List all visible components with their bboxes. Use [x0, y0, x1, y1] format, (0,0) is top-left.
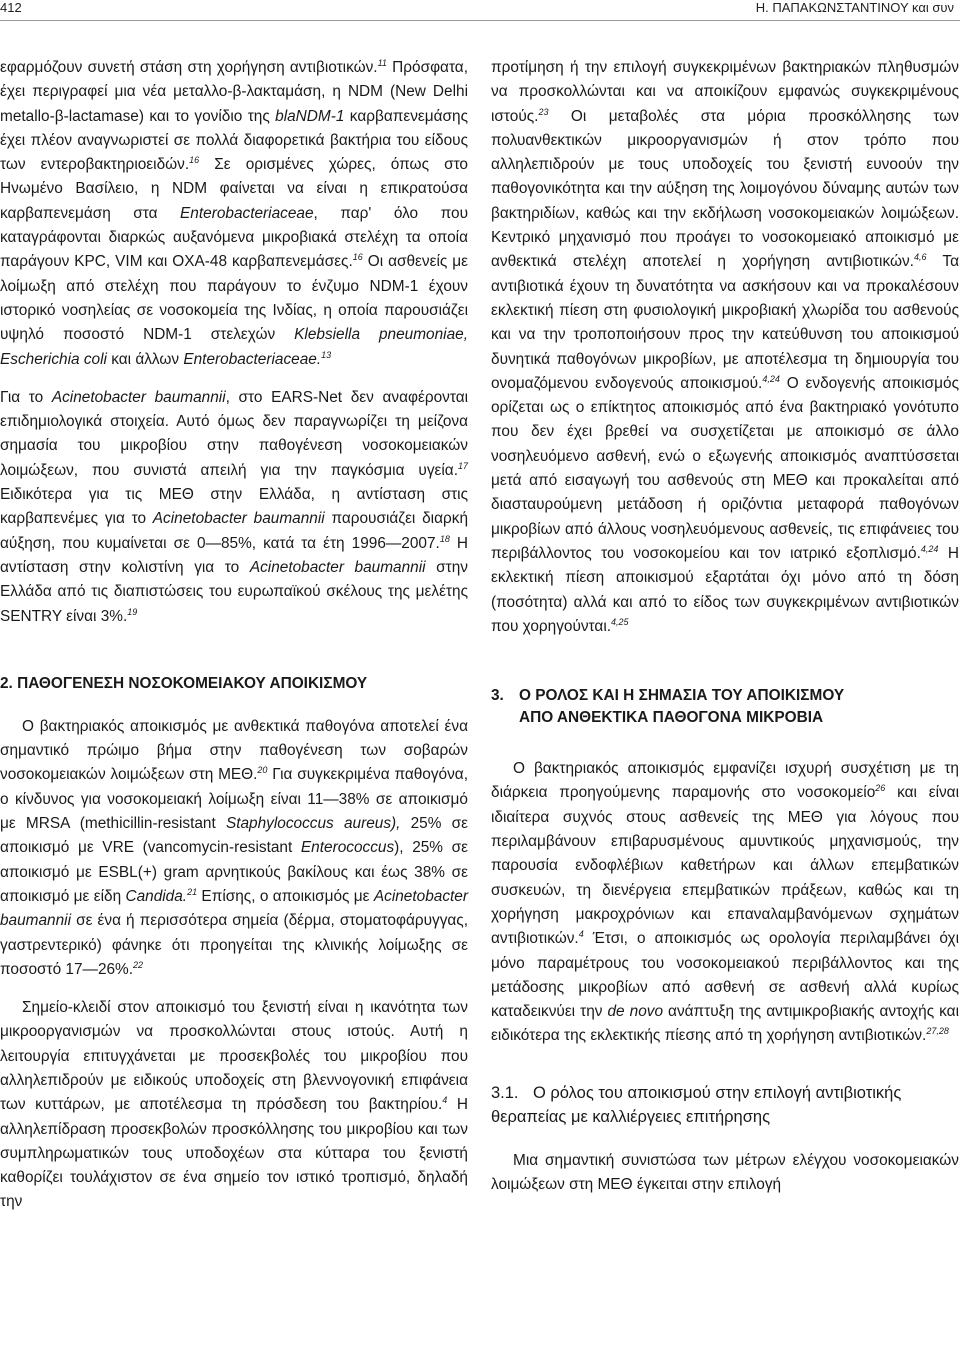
paragraph-acinetobacter: Για το Acinetobacter baumannii, στο EARS-Net δεν αναφέρονται επιδημιολογικά στοιχεία. Αυτό όμως δεν παραγνωρίζει τη μείζονα σημασία του μικροβίου στην παθογένεση νοσοκομειακών λοιμώξεων, που συνιστά απειλή για την παγκόσμια υγεία.$^{17}$ Ειδικότερα για τις ΜΕΘ στην Ελλάδα, η αντίσταση στις καρβαπενέμες για το Acinetobacter baumannii παρουσιάζει διαρκή αύξηση, που κυμαίνεται σε 0—85%, κατά τα έτη 1996—2007.18 Η αντίσταση στην κολιστίνη για το Acinetobacter baumannii στην Ελλάδα από τις διαπιστώσεις του ευρωπαϊκού σκέλους της μελέτης SENTRY είναι 3%.$^{19}$: [0, 388, 469, 625]
section-3-heading: [491, 685, 959, 729]
paragraph-colonization-risk: Ο βακτηριακός αποικισμός με ανθεκτικά παθογόνα αποτελεί ένα σημαντικό πρώιμο βήμα στην παθογένεση των σοβαρών νοσοκομειακών λοιμώξεων στη ΜΕΘ.$^{20}$ Για συγκεκριμένα παθογόνα, ο κίνδυνος για νοσοκομειακή λοίμωξη είναι 11—38% σε αποικισμό με MRSA (methicillin-resistant Staphylococcus aureus), 25% σε αποικισμό με VRE (vancomycin-resistant Enterococcus), 25% σε αποικισμό με ESBL(+) gram αρνητικούς βακίλους και έως 38% σε αποικισμό με είδη Candida.$^{21}$ Επίσης, ο αποικισμός με Acinetobacter baumannii σε ένα ή περισσότερα σημεία (δέρμα, στοματοφάρυγγας, γαστρεντερικό) φάνηκε ότι προηγείται της κλινικής λοίμωξης σε ποσοστό 17—26%.$^{22}$: [0, 717, 468, 978]
running-header: [0, 0, 960, 22]
section-3-title-line2: ΑΠΟ ΑΝΘΕΚΤΙΚΑ ΠΑΘΟΓΟΝΑ ΜΙΚΡΟΒΙΑ: [519, 709, 824, 727]
subsection-3-1-heading: [491, 1081, 959, 1129]
section-2-heading: 2. ΠΑΘΟΓΕΝΕΣΗ ΝΟΣΟΚΟΜΕΙΑΚΟΥ ΑΠΟΙΚΙΣΜΟΥ: [0, 674, 368, 692]
paragraph-surveillance: Μια σημαντική συνιστώσα των μέτρων ελέγχου νοσοκομειακών λοιμώξεων στη ΜΕΘ έγκειται στην επιλογή: [491, 1151, 959, 1193]
section-3-number: 3.: [491, 687, 504, 705]
header-rule: [0, 20, 960, 21]
paragraph-adhesion: Σημείο-κλειδί στον αποικισμό του ξενιστή είναι η ικανότητα των μικροοργανισμών να προσκολλώνται στους ιστούς. Αυτή η λειτουργία επιτυγχάνεται με προσεκβολές του μικροβίου που αλληλεπιδρούν με ειδικούς υποδοχείς στη βλεννογονική επιφάνεια των κυττάρων, με αποτέλεσμα τη πρόσδεση του βακτηρίου.$^4$ Η αλληλεπίδραση προσεκβολών προσκόλλησης του μικροβίου και των συμπληρωματικών τους υποδοχέων στα κύτταρα του ξενιστή καθορίζει τουλάχιστον σε ένα σημείο τον ιστικό τροπισμό, δηλαδή την: [0, 999, 468, 1211]
paragraph-icu-colonization: Ο βακτηριακός αποικισμός εμφανίζει ισχυρή συσχέτιση με τη διάρκεια προηγούμενης παραμονής στο νοσοκομείο$^{26}$ και είναι ιδιαίτερα συχνός στους ασθενείς της ΜΕΘ για λόγους που περιλαμβάνουν επιβαρυσμένους αμυντικούς μηχανισμούς, την παρουσία ενδοφλέβιων καθετήρων και άλλων επεμβατικών συσκευών, τη διενέργεια επεμβατικών πράξεων, καθώς και τη χορήγηση μακροχρόνιων και επαναλαμβανόμενων σχημάτων αντιβιοτικών.$^4$ Έτσι, ο αποικισμός ως ορολογία περιλαμβάνει όχι μόνο παραμέτρους του νοσοκομειακού περιβάλλοντος και της μετάδοσης μικροβίων από ασθενή σε ασθενή αλλά κυρίως καταδεικνύει την de novo ανάπτυξη της αντιμικροβιακής αντοχής και ειδικότερα της εκλεκτικής πίεσης από τη χορήγηση αντιβιοτικών.$^{27,28}$: [491, 760, 960, 1045]
right-column: [491, 56, 959, 1197]
subsection-3-1-number: 3.1.: [491, 1083, 519, 1102]
section-3-title-line1: Ο ΡΟΛΟΣ ΚΑΙ Η ΣΗΜΑΣΙΑ ΤΟΥ ΑΠΟΙΚΙΣΜΟΥ: [519, 687, 845, 705]
paragraph-ndm: εφαρμόζουν συνετή στάση στη χορήγηση αντιβιοτικών.$^{11}$ Πρόσφατα, έχει περιγραφεί μια νέα μεταλλο-β-λακταμάση, η NDM (New Delhi metallo-β-lactamase) και το γονίδιο της blaNDM-1 καρβαπενεμάσης έχει πλέον αναγνωριστεί σε πολλά διαφορετικά βακτήρια του είδους των εντεροβακτηριοειδών.$^{16}$ Σε ορισμένες χώρες, όπως στο Ηνωμένο Βασίλειο, η NDM φαίνεται να είναι η επικρατούσα καρβαπενεμάση στα Enterobacteriaceae, παρ' όλο που καταγράφονται διαρκώς αυξανόμενα μικροβιακά στελέχη τα οποία παράγουν KPC, VIM και OXA-48 καρβαπενεμάσες.$^{16}$ Οι ασθενείς με λοίμωξη από στελέχη που παράγουν το ένζυμο NDM-1 έχουν ιστορικό νοσηλείας σε νοσοκομεία της Ινδίας, η οποία παρουσιάζει υψηλό ποσοστό NDM-1 στελεχών Klebsiella pneumoniae, Escherichia coli και άλλων Enterobacteriaceae.$^{13}$: [0, 57, 468, 368]
running-title: Η. ΠΑΠΑΚΩΝΣΤΑΝΤΙΝΟΥ και συν: [755, 0, 954, 15]
paragraph-tropism: προτίμηση ή την επιλογή συγκεκριμένων βακτηριακών πληθυσμών να προσκολλώνται και να αποικίζουν εμφανώς συγκεκριμένους ιστούς.$^{23}$ Οι μεταβολές στα μόρια προσκόλλησης των πολυανθεκτικών μικροοργανισμών ή στον τρόπο που αλληλεπιδρούν με τους υποδοχείς του ξενιστή ευνοούν την παθογονικότητα και την αύξηση της λοιμογόνου δύναμης αυτών των βακτηριδίων, καθώς και την εκδήλωση νοσοκομειακών λοιμώξεων. Κεντρικό μηχανισμό που προάγει το νοσοκομειακό αποικισμό με ανθεκτικά στελέχη αποτελεί η χορήγηση αντιβιοτικών.$^{4,6}$ Τα αντιβιοτικά έχουν τη δυνατότητα να ασκήσουν και να προκαλέσουν εκλεκτική πίεση στη φυσιολογική μικροβιακή χλωρίδα του ασθενούς και να την τροποποιήσουν προς την κατεύθυνση του αποικισμού δυνητικά παθογόνων μικροβίων, με αποτέλεσμα τη δημιουργία του ονομαζόμενου ενδογενούς αποικισμού.$^{4,24}$ Ο ενδογενής αποικισμός ορίζεται ως ο επίκτητος αποικισμός από ένα βακτηριακό γονότυπο που δεν έχει βρεθεί να συσχετίζεται με αποικισμό σε άλλο νοσηλευόμενο ασθενή, ενώ ο εξωγενής αποικισμός αναπτύσσεται μετά από εισαγωγή του ασθενούς στη ΜΕΘ και προκαλείται από διασταυρούμενη μετάδοση ή οριζόντια μεταφορά παθογόνων μικροβίων από άλλους νοσηλευόμενους ασθενείς, τις επιφάνειες του περιβάλλοντος του νοσοκομείου και τον ιατρικό εξοπλισμό.$^{4,24}$ Η εκλεκτική πίεση αποικισμού εξαρτάται όχι μόνο από τη δόση (ποσότητα) αλλά και από το είδος των συγκεκριμένων αντιβιοτικών που χορηγούνται.$^{4,25}$: [491, 59, 960, 635]
page-number: 412: [0, 0, 22, 15]
left-column: [0, 56, 468, 1215]
subsection-3-1-title: Ο ρόλος του αποικισμού στην επιλογή αντιβιοτικής θεραπείας με καλλιέργειες επιτήρησης: [491, 1083, 902, 1126]
